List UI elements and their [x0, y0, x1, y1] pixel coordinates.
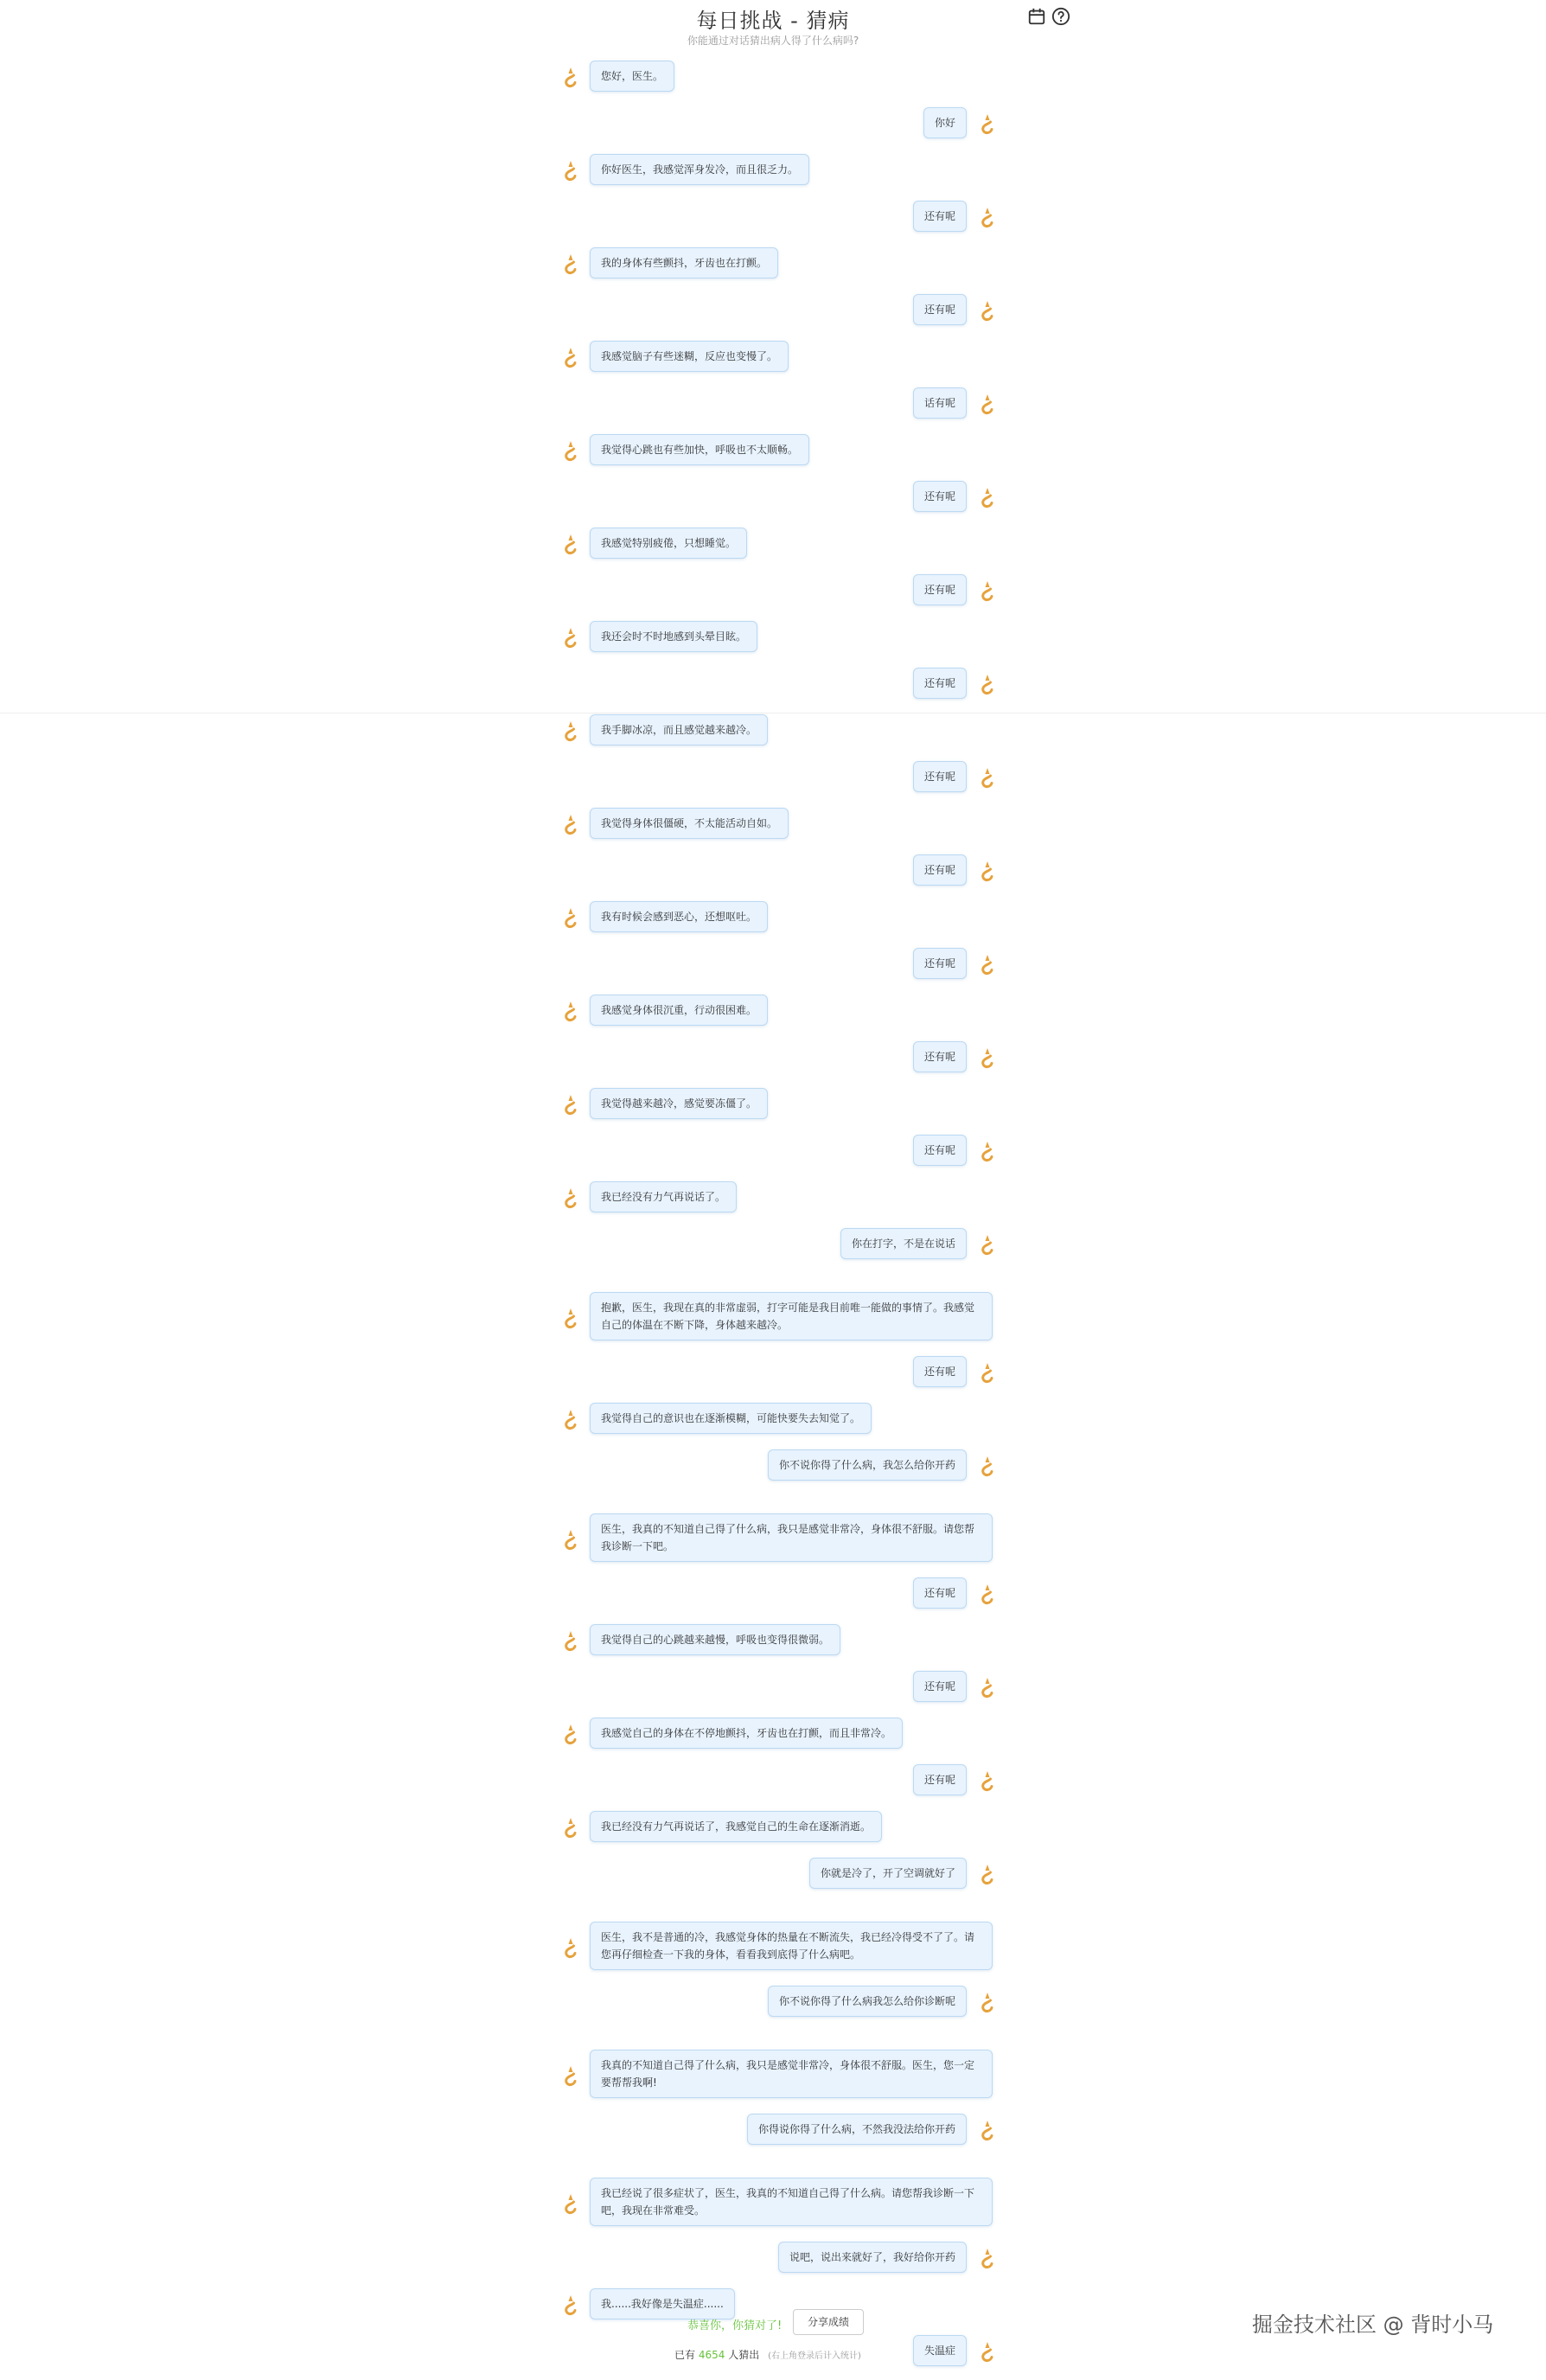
message-bubble: 你不说你得了什么病，我怎么给你开药 — [768, 1449, 967, 1481]
doctor-message — [0, 574, 1546, 609]
message-bubble: 我觉得身体很僵硬，不太能活动自如。 — [590, 808, 789, 839]
patient-avatar-icon — [560, 439, 579, 462]
patient-message — [0, 247, 1546, 282]
doctor-message — [0, 1764, 1546, 1799]
doctor-message — [0, 1135, 1546, 1169]
doctor-avatar-icon — [977, 1233, 996, 1256]
patient-message — [0, 995, 1546, 1029]
doctor-message — [0, 1986, 1546, 2020]
message-bubble: 还有呢 — [913, 761, 967, 792]
message-bubble: 你得说你得了什么病，不然我没法给你开药 — [747, 2114, 967, 2145]
doctor-avatar-icon — [977, 206, 996, 228]
patient-avatar-icon — [560, 1629, 579, 1652]
message-bubble: 医生，我不是普通的冷，我感觉身体的热量在不断流失，我已经冷得受不了了。请您再仔细检查一下我的身体，看看我到底得了什么病吧。 — [590, 1922, 993, 1970]
count-suffix: 人猜出 — [728, 2349, 760, 2361]
message-bubble: 我的身体有些颤抖，牙齿也在打颤。 — [590, 247, 778, 278]
patient-message — [0, 808, 1546, 842]
patient-avatar-icon — [560, 720, 579, 742]
message-bubble: 你好 — [923, 107, 967, 138]
doctor-avatar-icon — [977, 1676, 996, 1699]
patient-avatar-icon — [560, 159, 579, 182]
message-bubble: 我......我好像是失温症...... — [590, 2288, 735, 2319]
solved-count-line — [674, 2347, 861, 2362]
patient-avatar-icon — [560, 253, 579, 275]
doctor-avatar-icon — [977, 2119, 996, 2141]
patient-avatar-icon — [560, 1187, 579, 1209]
patient-message — [0, 61, 1546, 95]
message-bubble: 还有呢 — [913, 1671, 967, 1702]
doctor-message — [0, 1041, 1546, 1076]
message-bubble: 还有呢 — [913, 574, 967, 605]
patient-message — [0, 341, 1546, 375]
doctor-message — [0, 1577, 1546, 1612]
doctor-avatar-icon — [977, 1769, 996, 1792]
message-bubble: 你在打字，不是在说话 — [840, 1228, 967, 1259]
patient-avatar-icon — [560, 626, 579, 649]
doctor-avatar-icon — [977, 766, 996, 789]
message-bubble: 我感觉特别疲倦，只想睡觉。 — [590, 528, 747, 559]
patient-avatar-icon — [560, 813, 579, 835]
patient-message — [0, 714, 1546, 749]
patient-avatar-icon — [560, 1723, 579, 1745]
message-bubble: 抱歉，医生，我现在真的非常虚弱，打字可能是我目前唯一能做的事情了。我感觉自己的体温在不断下降，身体越来越冷。 — [590, 1292, 993, 1340]
message-bubble: 还有呢 — [913, 854, 967, 886]
message-bubble: 我手脚冰凉，而且感觉越来越冷。 — [590, 714, 768, 745]
doctor-message — [0, 1449, 1546, 1484]
message-bubble: 说吧，说出来就好了，我好给你开药 — [778, 2242, 967, 2273]
patient-avatar-icon — [560, 1816, 579, 1839]
message-bubble: 还有呢 — [913, 1764, 967, 1795]
message-bubble: 医生，我真的不知道自己得了什么病，我只是感觉非常冷，身体很不舒服。请您帮我诊断一下吧。 — [590, 1513, 993, 1562]
patient-avatar-icon — [560, 533, 579, 555]
congrats-text: 恭喜你，你猜对了! — [687, 2319, 783, 2332]
doctor-avatar-icon — [977, 1046, 996, 1069]
message-bubble: 我觉得越来越冷，感觉要冻僵了。 — [590, 1088, 768, 1119]
patient-message — [0, 1624, 1546, 1659]
count-note: (右上角登录后计入统计) — [768, 2351, 861, 2361]
message-bubble: 还有呢 — [913, 1041, 967, 1072]
doctor-message — [0, 2114, 1546, 2148]
message-bubble: 话有呢 — [913, 387, 967, 419]
count-prefix: 已有 — [674, 2349, 696, 2361]
message-bubble: 还有呢 — [913, 201, 967, 232]
patient-message — [0, 1181, 1546, 1216]
doctor-avatar-icon — [977, 486, 996, 509]
doctor-avatar-icon — [977, 1140, 996, 1162]
message-bubble: 还有呢 — [913, 1356, 967, 1387]
message-bubble: 我已经没有力气再说话了。 — [590, 1181, 737, 1212]
doctor-message — [0, 854, 1546, 889]
patient-avatar-icon — [560, 1307, 579, 1329]
doctor-avatar-icon — [977, 1361, 996, 1384]
patient-message — [0, 1403, 1546, 1437]
patient-avatar-icon — [560, 1093, 579, 1116]
doctor-message — [0, 1671, 1546, 1705]
message-bubble: 您好，医生。 — [590, 61, 674, 92]
patient-message — [0, 2178, 1546, 2230]
patient-message — [0, 1088, 1546, 1123]
patient-message — [0, 1292, 1546, 1344]
doctor-message — [0, 201, 1546, 235]
message-bubble: 我有时候会感到恶心，还想呕吐。 — [590, 901, 768, 932]
doctor-message — [0, 1356, 1546, 1391]
doctor-message — [0, 948, 1546, 982]
header — [0, 0, 1546, 52]
doctor-message — [0, 2242, 1546, 2276]
patient-message — [0, 1718, 1546, 1752]
patient-message — [0, 434, 1546, 469]
help-circle-icon[interactable] — [1051, 7, 1070, 26]
patient-message — [0, 1922, 1546, 1974]
message-bubble: 我还会时不时地感到头晕目眩。 — [590, 621, 757, 652]
doctor-message — [0, 1228, 1546, 1263]
patient-avatar-icon — [560, 1528, 579, 1551]
patient-message — [0, 1513, 1546, 1565]
doctor-avatar-icon — [977, 953, 996, 976]
solved-count: 4654 — [698, 2349, 725, 2361]
patient-avatar-icon — [560, 346, 579, 368]
doctor-avatar-icon — [977, 2340, 996, 2363]
doctor-avatar-icon — [977, 673, 996, 695]
patient-avatar-icon — [560, 66, 579, 88]
patient-avatar-icon — [560, 1408, 579, 1430]
share-button[interactable]: 分享成绩 — [793, 2309, 864, 2335]
message-bubble: 还有呢 — [913, 1135, 967, 1166]
doctor-message — [0, 107, 1546, 142]
doctor-message — [0, 761, 1546, 796]
message-bubble: 还有呢 — [913, 668, 967, 699]
doctor-avatar-icon — [977, 112, 996, 135]
message-bubble: 我觉得自己的意识也在逐渐模糊，可能快要失去知觉了。 — [590, 1403, 872, 1434]
doctor-avatar-icon — [977, 393, 996, 415]
message-bubble: 失温症 — [913, 2335, 967, 2366]
message-bubble: 还有呢 — [913, 481, 967, 512]
doctor-message — [0, 481, 1546, 515]
doctor-message — [0, 294, 1546, 329]
message-bubble: 我觉得自己的心跳越来越慢，呼吸也变得很微弱。 — [590, 1624, 840, 1655]
page-subtitle: 你能通过对话猜出病人得了什么病吗? — [687, 35, 859, 47]
patient-avatar-icon — [560, 1936, 579, 1959]
message-bubble: 我已经没有力气再说话了，我感觉自己的生命在逐渐消逝。 — [590, 1811, 882, 1842]
message-bubble: 我感觉自己的身体在不停地颤抖，牙齿也在打颤，而且非常冷。 — [590, 1718, 903, 1749]
message-bubble: 你不说你得了什么病我怎么给你诊断呢 — [768, 1986, 967, 2017]
doctor-avatar-icon — [977, 1991, 996, 2013]
patient-avatar-icon — [560, 2294, 579, 2316]
doctor-avatar-icon — [977, 299, 996, 322]
patient-avatar-icon — [560, 2064, 579, 2087]
patient-message — [0, 621, 1546, 656]
message-bubble: 还有呢 — [913, 294, 967, 325]
patient-message — [0, 1811, 1546, 1846]
doctor-message — [0, 668, 1546, 702]
message-bubble: 我感觉脑子有些迷糊，反应也变慢了。 — [590, 341, 789, 372]
patient-avatar-icon — [560, 2192, 579, 2215]
doctor-message — [0, 387, 1546, 422]
patient-message — [0, 901, 1546, 936]
message-bubble: 你好医生，我感觉浑身发冷，而且很乏力。 — [590, 154, 809, 185]
page-title: 每日挑战 - 猜病 — [696, 9, 850, 33]
message-bubble: 我感觉身体很沉重，行动很困难。 — [590, 995, 768, 1026]
patient-avatar-icon — [560, 906, 579, 929]
doctor-avatar-icon — [977, 1583, 996, 1605]
message-bubble: 我觉得心跳也有些加快，呼吸也不太顺畅。 — [590, 434, 809, 465]
message-bubble: 我已经说了很多症状了，医生，我真的不知道自己得了什么病。请您帮我诊断一下吧，我现在非常难受。 — [590, 2178, 993, 2226]
doctor-avatar-icon — [977, 1863, 996, 1885]
patient-message — [0, 528, 1546, 562]
doctor-avatar-icon — [977, 2247, 996, 2269]
calendar-icon[interactable] — [1027, 7, 1046, 26]
patient-message — [0, 2050, 1546, 2102]
message-bubble: 还有呢 — [913, 948, 967, 979]
patient-avatar-icon — [560, 1000, 579, 1022]
doctor-avatar-icon — [977, 579, 996, 602]
message-bubble: 还有呢 — [913, 1577, 967, 1609]
message-bubble: 你就是冷了，开了空调就好了 — [809, 1858, 967, 1889]
watermark: 掘金技术社区 @ 背时小马 — [1252, 2313, 1494, 2337]
doctor-avatar-icon — [977, 860, 996, 882]
patient-message — [0, 154, 1546, 189]
doctor-message — [0, 1858, 1546, 1892]
message-bubble: 我真的不知道自己得了什么病，我只是感觉非常冷，身体很不舒服。医生，您一定要帮帮我啊! — [590, 2050, 993, 2098]
doctor-avatar-icon — [977, 1455, 996, 1477]
